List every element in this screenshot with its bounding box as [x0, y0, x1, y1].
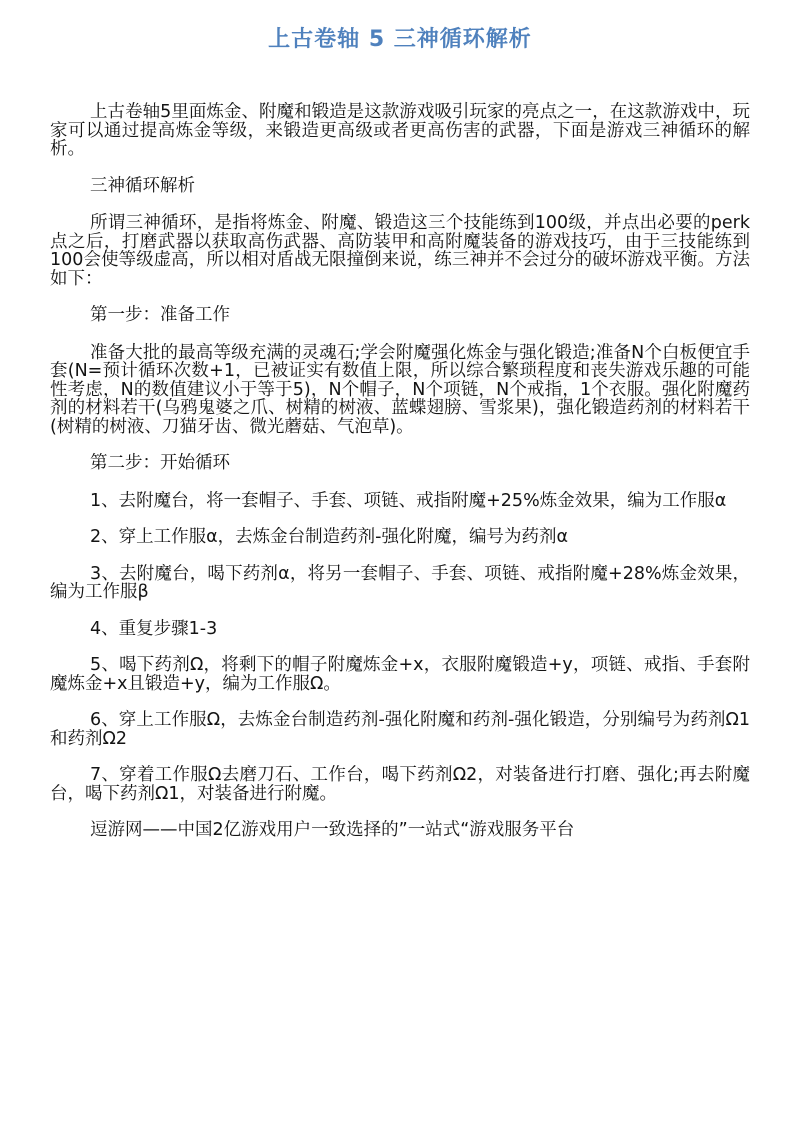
intro-paragraph: 上古卷轴5里面炼金、附魔和锻造是这款游戏吸引玩家的亮点之一，在这款游戏中，玩家可以通过提高炼金等级，来锻造更高级或者更高伤害的武器，下面是游戏三神循环的解析。: [50, 102, 750, 159]
step-item: 5、喝下药剂Ω，将剩下的帽子附魔炼金+x，衣服附魔锻造+y，项链、戒指、手套附魔炼金+x且锻造+y，编为工作服Ω。: [50, 655, 750, 694]
step-heading: 第二步：开始循环: [90, 453, 230, 473]
step-item: 7、穿着工作服Ω去磨刀石、工作台，喝下药剂Ω2，对装备进行打磨、强化;再去附魔台，喝下药剂Ω1，对装备进行附魔。: [50, 765, 750, 804]
footer-note: 逗游网——中国2亿游戏用户一致选择的”一站式“游戏服务平台: [90, 820, 575, 840]
step-item: 6、穿上工作服Ω，去炼金台制造药剂-强化附魔和药剂-强化锻造，分别编号为药剂Ω1和药剂Ω2: [50, 710, 750, 749]
article-body: [50, 103, 750, 858]
step-item: 4、重复步骤1-3: [90, 618, 218, 639]
body-paragraph: 准备大批的最高等级充满的灵魂石;学会附魔强化炼金与强化锻造;准备N个白板便宜手套(N=预计循环次数+1，已被证实有数值上限，所以综合繁琐程度和丧失游戏乐趣的可能性考虑，N的数值建议小于等于5)，N个帽子，N个项链，N个戒指，1个衣服。强化附魔药剂的材料若干(乌鸦鬼婆之爪、树精的树液、蓝蝶翅膀、雪浆果)，强化锻造药剂的材料若干(树精的树液、刀猫牙齿、微光蘑菇、气泡草)。: [50, 342, 750, 437]
step-item: 1、去附魔台，将一套帽子、手套、项链、戒指附魔+25%炼金效果，编为工作服α: [90, 490, 727, 511]
body-paragraph: 所谓三神循环，是指将炼金、附魔、锻造这三个技能练到100级，并点出必要的perk点之后，打磨武器以获取高伤武器、高防装甲和高附魔装备的游戏技巧，由于三技能练到100会使等级虚高，所以相对盾战无限撞倒来说，练三神并不会过分的破坏游戏平衡。方法如下：: [50, 213, 750, 289]
step-heading: 第一步：准备工作: [90, 305, 230, 325]
page-title: 上古卷轴 5 三神循环解析: [268, 27, 532, 52]
step-item: 3、去附魔台，喝下药剂α，将另一套帽子、手套、项链、戒指附魔+28%炼金效果，编为工作服β: [50, 563, 750, 602]
section-heading: 三神循环解析: [90, 175, 195, 196]
step-item: 2、穿上工作服α，去炼金台制造药剂-强化附魔，编号为药剂α: [90, 527, 569, 547]
